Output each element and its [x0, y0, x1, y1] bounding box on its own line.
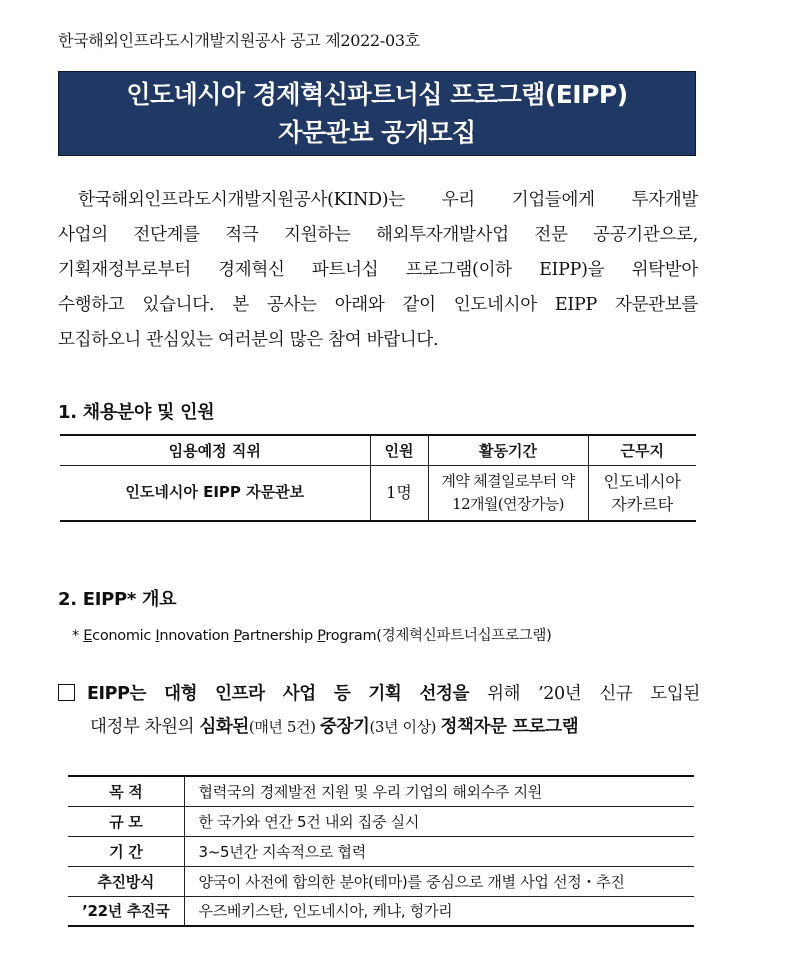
overview-key: 목 적 — [68, 776, 184, 806]
bullet-emphasis: 심화된 — [199, 717, 249, 737]
bullet-emphasis: 중장기 — [319, 717, 370, 737]
bullet-word: 등 — [333, 684, 351, 704]
bullet-note: (매년 5건) — [248, 718, 320, 736]
bullet-emphasis: 정책자문 프로그램 — [440, 717, 579, 737]
footnote-word: conomic — [92, 628, 156, 644]
overview-value: 3~5년간 지속적으로 협력 — [198, 842, 366, 861]
footnote-initial: P — [317, 628, 326, 644]
position-cell: 인도네시아 EIPP 자문관보 — [60, 465, 370, 521]
table-row — [68, 866, 694, 896]
overview-key: 추진방식 — [68, 866, 184, 896]
overview-value: 한 국가와 연간 5건 내외 집중 실시 — [198, 812, 420, 831]
bullet-word: 선정을 — [419, 684, 469, 704]
location-line: 인도네시아 — [603, 471, 681, 491]
overview-value: 협력국의 경제발전 지원 및 우리 기업의 해외수주 지원 — [198, 782, 542, 801]
intro-line: 기획재정부로부터 경제혁신 파트너십 프로그램(이하 EIPP)을 위탁받아 — [58, 260, 698, 280]
eipp-summary-bullet — [58, 678, 700, 744]
intro-paragraph — [58, 183, 698, 358]
location-line: 자카르타 — [611, 494, 674, 514]
footnote-word: artnership — [241, 628, 318, 644]
table-row — [60, 465, 696, 521]
footnote-marker: * — [72, 628, 84, 644]
bullet-word: 도입된 — [650, 684, 700, 704]
period-cell — [428, 465, 588, 521]
column-header: 임용예정 직위 — [60, 435, 370, 465]
bullet-text: 대정부 차원의 — [90, 717, 200, 737]
overview-key: 규 모 — [68, 806, 184, 836]
section-1-heading: 1. 채용분야 및 인원 — [58, 402, 215, 423]
section-2-heading: 2. EIPP* 개요 — [58, 589, 177, 610]
table-row — [68, 776, 694, 806]
footnote-initial: I — [155, 628, 160, 644]
column-header: 인원 — [370, 435, 428, 465]
title-line-2: 자문관보 공개모집 — [278, 118, 476, 147]
intro-line: 모집하오니 관심있는 여러분의 많은 참여 바랍니다. — [58, 330, 439, 350]
overview-key: ’22년 추진국 — [68, 896, 184, 926]
column-header: 활동기간 — [428, 435, 588, 465]
location-cell — [588, 465, 696, 521]
footnote-word: nnovation — [159, 628, 234, 644]
bullet-word: EIPP는 — [87, 684, 147, 704]
bullet-first-word — [58, 678, 146, 711]
footnote-korean: (경제혁신파트너십프로그램) — [376, 628, 552, 644]
eipp-footnote — [72, 624, 551, 645]
footnote-initial: P — [233, 628, 242, 644]
intro-line: 한국해외인프라도시개발지원공사(KIND)는 우리 기업들에게 투자개발 — [78, 190, 698, 210]
bullet-word: 대형 — [164, 684, 198, 704]
bullet-word: 기획 — [368, 684, 402, 704]
title-banner — [58, 71, 696, 156]
bullet-word: ’20년 — [538, 684, 582, 704]
footnote-initial: E — [83, 628, 93, 644]
title-line-1: 인도네시아 경제혁신파트너십 프로그램(EIPP) — [126, 80, 628, 109]
period-line: 12개월(연장가능) — [452, 494, 564, 513]
bullet-word: 사업 — [282, 684, 316, 704]
period-line: 계약 체결일로부터 약 — [441, 471, 575, 490]
overview-key: 기 간 — [68, 836, 184, 866]
overview-value: 우즈베키스탄, 인도네시아, 케냐, 헝가리 — [198, 902, 453, 921]
intro-line: 수행하고 있습니다. 본 공사는 아래와 같이 인도네시아 EIPP 자문관보를 — [58, 295, 698, 315]
bullet-word: 신규 — [599, 684, 633, 704]
eipp-overview-table — [68, 775, 694, 927]
count-cell: 1명 — [370, 465, 428, 521]
column-header: 근무지 — [588, 435, 696, 465]
checkbox-square-icon — [58, 684, 75, 701]
table-row — [68, 836, 694, 866]
intro-line: 사업의 전단계를 적극 지원하는 해외투자개발사업 전문 공공기관으로, — [58, 225, 698, 245]
table-row — [68, 806, 694, 836]
bullet-word: 위해 — [487, 684, 521, 704]
bullet-line-1 — [58, 678, 700, 711]
overview-value: 양국이 사전에 합의한 분야(테마)를 중심으로 개별 사업 선정・추진 — [198, 872, 625, 891]
table-header-row — [60, 435, 696, 465]
footnote-word: rogram — [325, 628, 377, 644]
table-row — [68, 896, 694, 926]
notice-number: 한국해외인프라도시개발지원공사 공고 제2022-03호 — [58, 31, 420, 50]
bullet-line-2 — [58, 711, 700, 744]
recruitment-table — [60, 434, 696, 522]
bullet-note: (3년 이상) — [369, 718, 441, 736]
bullet-word: 인프라 — [215, 684, 265, 704]
